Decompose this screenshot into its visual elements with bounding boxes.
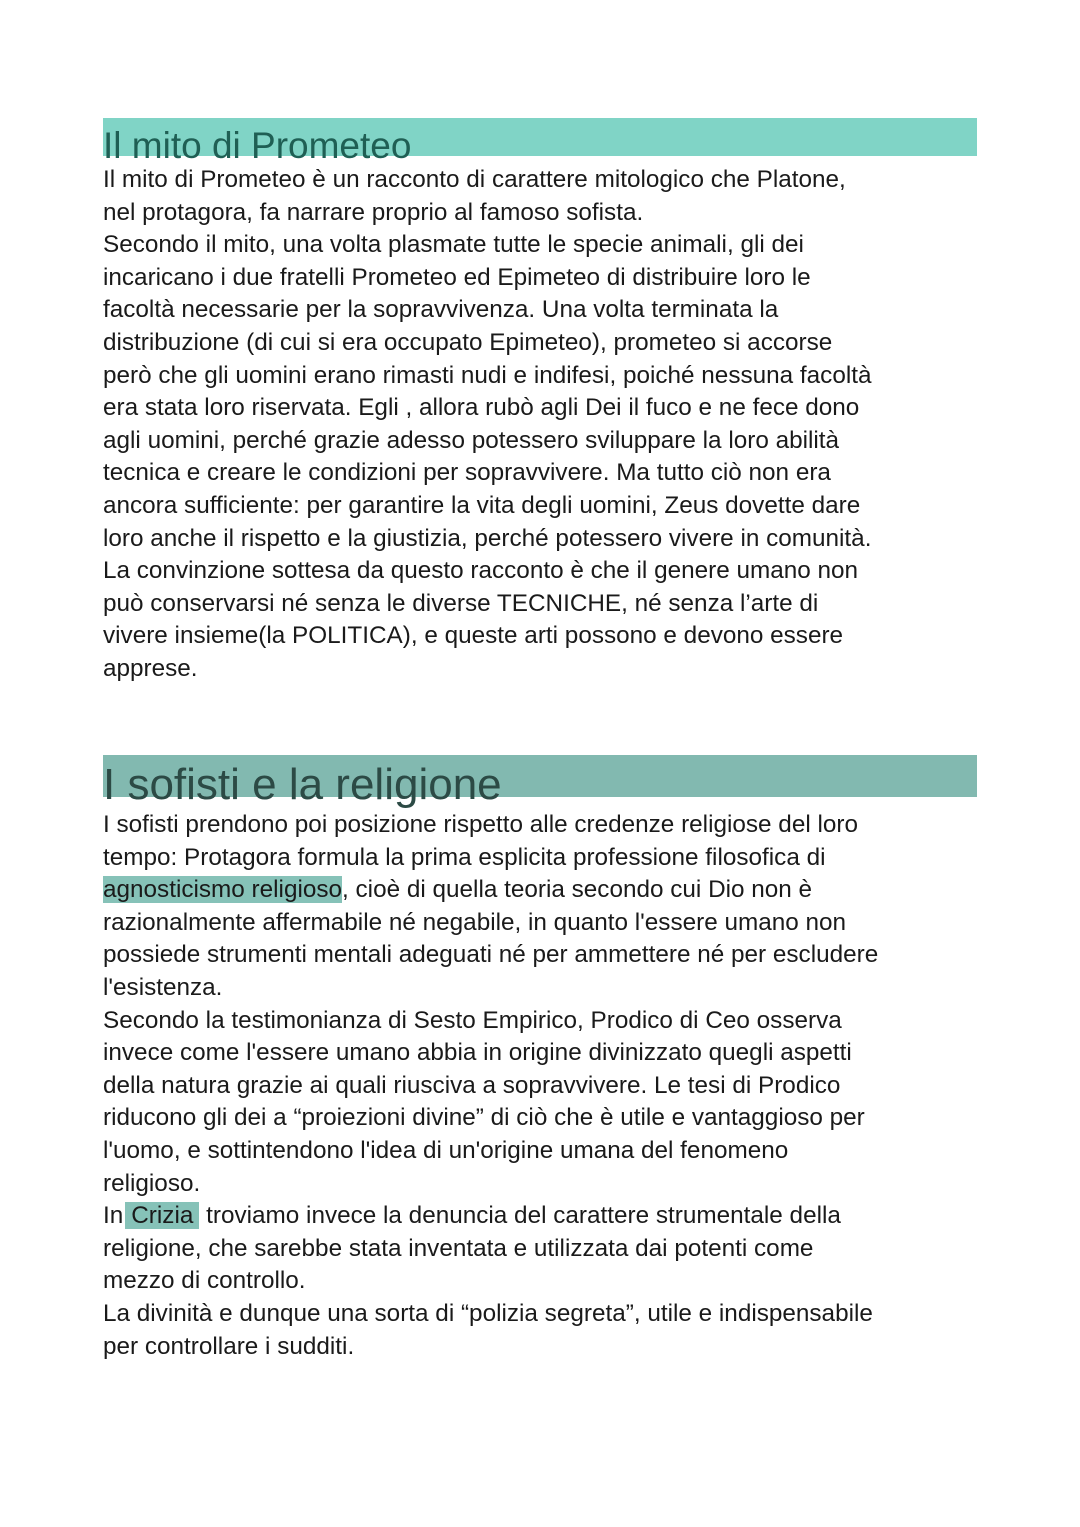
highlighted-term: Crizia (125, 1202, 199, 1229)
text-line: incaricano i due fratelli Prometeo ed Epimeteo di distribuire loro le (103, 263, 811, 291)
text-line: però che gli uomini erano rimasti nudi e indifesi, poiché nessuna facoltà (103, 361, 872, 389)
text-line: vivere insieme(la POLITICA), e queste arti possono e devono essere (103, 622, 844, 650)
text-line: I sofisti prendono poi posizione rispetto alle credenze religiose del loro (103, 811, 858, 838)
text-line: l'esistenza. (103, 973, 223, 1001)
text-line: tempo: Protagora formula la prima esplicita professione filosofica di (103, 843, 826, 871)
text-line: possiede strumenti mentali adeguati né per ammettere né per escludere (103, 941, 879, 969)
text-line: ancora sufficiente: per garantire la vita degli uomini, Zeus dovette dare (103, 491, 861, 519)
section-prometeo (103, 118, 983, 686)
section-title (103, 118, 983, 166)
text-line: La divinità e dunque una sorta di “polizia segreta”, utile e indispensabile (103, 1299, 873, 1327)
text-fragment: In (103, 1202, 124, 1230)
text-line (103, 1200, 983, 1233)
text-line: Secondo la testimonianza di Sesto Empirico, Prodico di Ceo osserva (103, 1006, 842, 1034)
text-line: facoltà necessarie per la sopravvivenza. Una volta terminata la (103, 296, 779, 324)
text-line: Il mito di Prometeo è un racconto di carattere mitologico che Platone, (103, 166, 846, 193)
text-line: religione, che sarebbe stata inventata e utilizzata dai potenti come (103, 1234, 814, 1262)
section-title-text: Il mito di Prometeo (103, 125, 412, 166)
highlighted-term: agnosticismo religioso (103, 876, 343, 904)
text-line: razionalmente affermabile né negabile, in quanto l'essere umano non (103, 908, 847, 936)
text-line: Secondo il mito, una volta plasmate tutte le specie animali, gli dei (103, 231, 804, 259)
text-line: religioso. (103, 1169, 201, 1197)
section-sofisti-religione (103, 755, 983, 1363)
text-line: La convinzione sottesa da questo racconto è che il genere umano non (103, 557, 859, 585)
section-title (103, 755, 983, 809)
text-line: riducono gli dei a “proiezioni divine” di ciò che è utile e vantaggioso per (103, 1104, 865, 1132)
text-line: apprese. (103, 654, 198, 682)
text-line: tecnica e creare le condizioni per sopravvivere. Ma tutto ciò non era (103, 459, 831, 487)
text-fragment: troviamo invece la denuncia del carattere strumentale della (199, 1202, 841, 1230)
text-line: era stata loro riservata. Egli , allora rubò agli Dei il fuco e ne fece dono (103, 394, 860, 422)
text-line: distribuzione (di cui si era occupato Epimeteo), prometeo si accorse (103, 328, 833, 356)
text-line: per controllare i sudditi. (103, 1332, 355, 1360)
section-title-text: I sofisti e la religione (103, 760, 502, 809)
text-line: nel protagora, fa narrare proprio al famoso sofista. (103, 198, 644, 226)
paragraph-body (103, 809, 983, 1363)
text-line: agli uomini, perché grazie adesso potessero sviluppare la loro abilità (103, 426, 840, 454)
text-line: invece come l'essere umano abbia in origine divinizzato quegli aspetti (103, 1039, 852, 1067)
text-line (103, 874, 983, 907)
text-line: l'uomo, e sottintendono l'idea di un'origine umana del fenomeno (103, 1136, 789, 1164)
text-fragment: , cioè di quella teoria secondo cui Dio non è (342, 876, 813, 904)
text-line: della natura grazie ai quali riusciva a sopravvivere. Le tesi di Prodico (103, 1071, 841, 1099)
text-line: mezzo di controllo. (103, 1267, 306, 1295)
text-line: può conservarsi né senza le diverse TECNICHE, né senza l’arte di (103, 589, 819, 617)
paragraph-body (103, 164, 983, 686)
text-line: loro anche il rispetto e la giustizia, perché potessero vivere in comunità. (103, 524, 872, 552)
